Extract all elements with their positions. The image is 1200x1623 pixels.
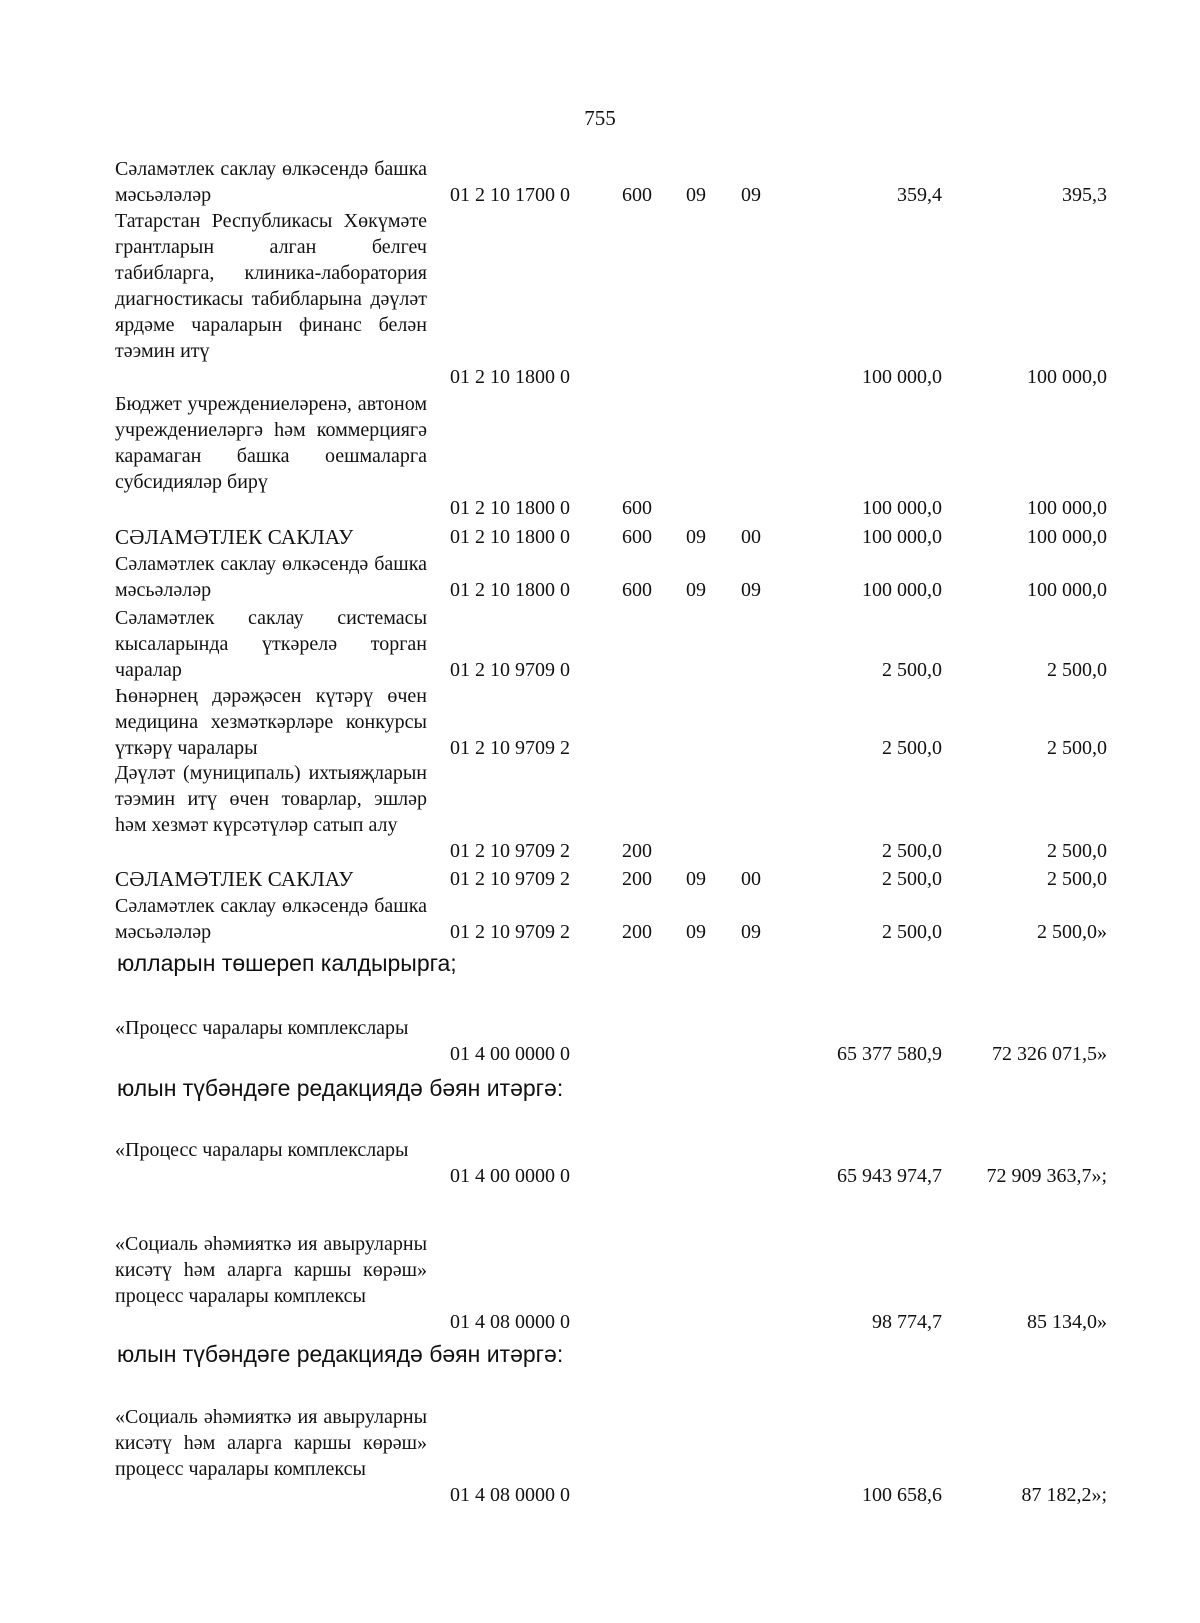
row-value-2024: 100 000,0 <box>862 579 942 601</box>
row-value-2025: 100 000,0 <box>1027 526 1107 548</box>
row-expense-type: 200 <box>622 868 652 890</box>
page-number: 755 <box>584 106 616 130</box>
row-expense-type: 200 <box>622 921 652 943</box>
row-code: 01 4 08 0000 0 <box>450 1311 570 1333</box>
row-subsection: 00 <box>741 526 761 548</box>
table-row <box>0 1015 1200 1067</box>
row-name: СӘЛАМӘТЛЕК САКЛАУ <box>115 867 354 891</box>
row-section: 09 <box>686 526 706 548</box>
row-value-2024: 100 658,6 <box>862 1484 942 1506</box>
row-subsection: 09 <box>741 579 761 601</box>
table-row <box>0 551 1200 603</box>
row-subsection: 09 <box>741 921 761 943</box>
row-value-2025: 2 500,0» <box>1037 921 1107 943</box>
row-section: 09 <box>686 579 706 601</box>
row-section: 09 <box>686 868 706 890</box>
row-value-2024: 359,4 <box>897 184 942 206</box>
row-name: Бюджет учреждениеләренә, автоном учреждениеләргә һәм коммерциягә карамаган башка оешмаларга субсидияләр бирү <box>115 393 427 493</box>
row-code: 01 2 10 1800 0 <box>450 366 570 388</box>
row-value-2024: 2 500,0 <box>882 659 942 681</box>
table-row <box>0 208 1200 390</box>
row-name: Татарстан Республикасы Хөкүмәте грантларын алган белгеч табибларга, клиника-лаборатория диагностикасы табибларына дәүләт ярдәме чараларын финанс белән тәэмин итү <box>115 210 427 362</box>
row-value-2025: 72 326 071,5» <box>992 1043 1107 1065</box>
row-value-2024: 65 943 974,7 <box>837 1165 942 1187</box>
row-value-2025: 2 500,0 <box>1047 659 1107 681</box>
row-code: 01 2 10 1800 0 <box>450 579 570 601</box>
row-code: 01 2 10 1800 0 <box>450 526 570 548</box>
row-value-2025: 85 134,0» <box>1027 1311 1107 1333</box>
row-code: 01 2 10 9709 2 <box>450 840 570 862</box>
instruction-text: юлларын төшереп калдырырга; <box>117 950 457 976</box>
row-expense-type: 600 <box>622 184 652 206</box>
row-value-2025: 2 500,0 <box>1047 840 1107 862</box>
row-value-2024: 2 500,0 <box>882 840 942 862</box>
row-name: Дәүләт (муниципаль) ихтыяҗларын тәэмин итү өчен товарлар, эшләр һәм хезмәт күрсәтүләр сатып алу <box>115 762 427 836</box>
table-row <box>0 1231 1200 1335</box>
row-name: «Социаль әһәмияткә ия авыруларны кисәтү һәм аларга каршы көрәш» процесс чаралары комплексы <box>115 1233 427 1307</box>
row-name: «Социаль әһәмияткә ия авыруларны кисәтү һәм аларга каршы көрәш» процесс чаралары комплексы <box>115 1406 427 1480</box>
instruction-text: юлын түбәндәге редакциядә бәян итәргә: <box>117 1075 564 1101</box>
row-value-2025: 100 000,0 <box>1027 497 1107 519</box>
row-name: СӘЛАМӘТЛЕК САКЛАУ <box>115 525 354 549</box>
row-value-2024: 2 500,0 <box>882 868 942 890</box>
table-row <box>0 156 1200 208</box>
row-value-2024: 2 500,0 <box>882 737 942 759</box>
row-value-2025: 87 182,2»; <box>1021 1484 1107 1506</box>
row-expense-type: 600 <box>622 526 652 548</box>
row-code: 01 4 00 0000 0 <box>450 1165 570 1187</box>
table-row <box>0 391 1200 521</box>
row-expense-type: 200 <box>622 840 652 862</box>
instruction-text: юлын түбәндәге редакциядә бәян итәргә: <box>117 1341 564 1367</box>
row-section: 09 <box>686 184 706 206</box>
row-expense-type: 600 <box>622 497 652 519</box>
row-value-2025: 72 909 363,7»; <box>986 1165 1107 1187</box>
row-subsection: 00 <box>741 868 761 890</box>
table-row <box>0 866 1200 892</box>
row-value-2024: 2 500,0 <box>882 921 942 943</box>
row-subsection: 09 <box>741 184 761 206</box>
row-code: 01 2 10 1800 0 <box>450 497 570 519</box>
table-row <box>0 893 1200 945</box>
row-name: «Процесс чаралары комплекслары <box>115 1017 409 1039</box>
table-row <box>0 683 1200 761</box>
row-value-2024: 65 377 580,9 <box>837 1043 942 1065</box>
row-value-2024: 98 774,7 <box>872 1311 942 1333</box>
row-name: Сәламәтлек саклау өлкәсендә башка мәсьәләләр <box>115 158 427 206</box>
table-row <box>0 1137 1200 1189</box>
row-value-2024: 100 000,0 <box>862 497 942 519</box>
row-code: 01 2 10 9709 2 <box>450 868 570 890</box>
row-name: Сәламәтлек саклау системасы кысаларында үткәрелә торган чаралар <box>115 607 427 681</box>
row-code: 01 2 10 9709 0 <box>450 659 570 681</box>
row-code: 01 4 08 0000 0 <box>450 1484 570 1506</box>
row-value-2025: 2 500,0 <box>1047 737 1107 759</box>
row-section: 09 <box>686 921 706 943</box>
row-value-2025: 100 000,0 <box>1027 366 1107 388</box>
table-row <box>0 760 1200 864</box>
row-code: 01 2 10 1700 0 <box>450 184 570 206</box>
row-code: 01 2 10 9709 2 <box>450 921 570 943</box>
row-name: Һөнәрнең дәрәҗәсен күтәрү өчен медицина хезмәткәрләре конкурсы үткәрү чаралары <box>115 685 427 759</box>
table-row <box>0 605 1200 683</box>
row-code: 01 2 10 9709 2 <box>450 737 570 759</box>
row-name: «Процесс чаралары комплекслары <box>115 1139 409 1161</box>
row-value-2024: 100 000,0 <box>862 526 942 548</box>
row-code: 01 4 00 0000 0 <box>450 1043 570 1065</box>
table-row <box>0 524 1200 550</box>
table-row <box>0 1404 1200 1508</box>
row-value-2025: 395,3 <box>1062 184 1107 206</box>
row-value-2024: 100 000,0 <box>862 366 942 388</box>
row-value-2025: 2 500,0 <box>1047 868 1107 890</box>
row-expense-type: 600 <box>622 579 652 601</box>
row-name: Сәламәтлек саклау өлкәсендә башка мәсьәләләр <box>115 553 427 601</box>
row-value-2025: 100 000,0 <box>1027 579 1107 601</box>
row-name: Сәламәтлек саклау өлкәсендә башка мәсьәләләр <box>115 895 427 943</box>
